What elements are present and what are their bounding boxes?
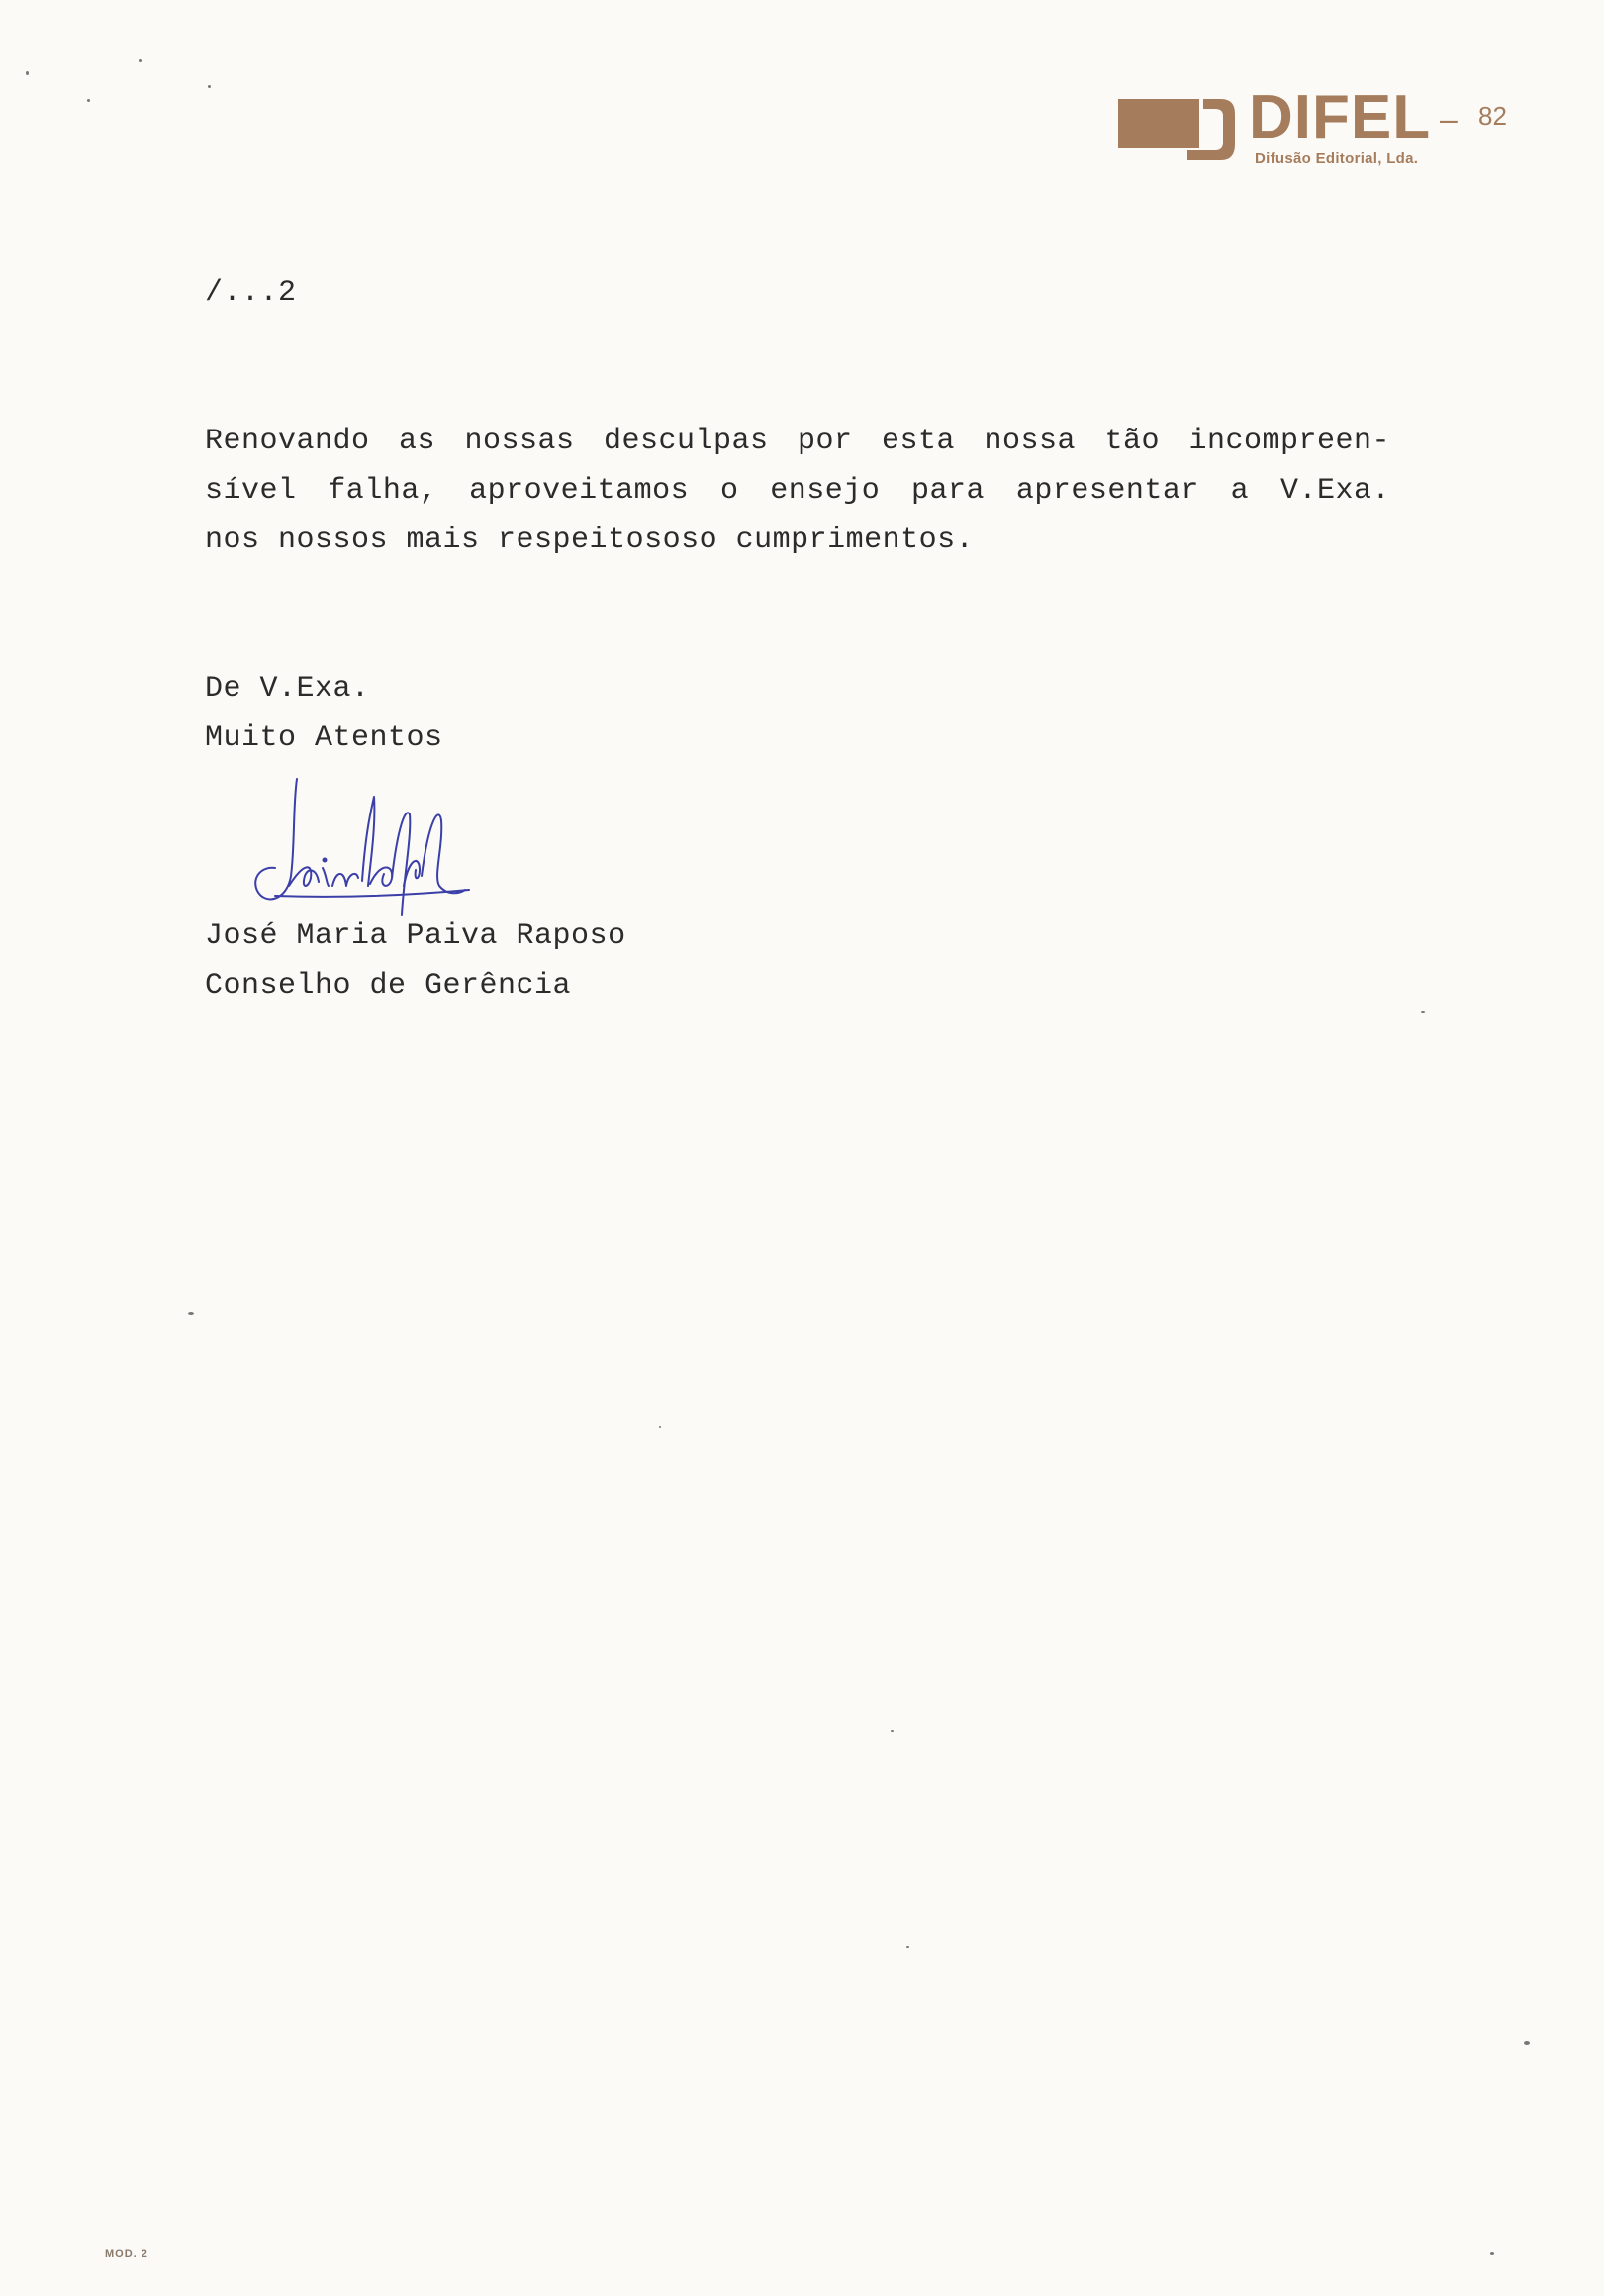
paper-speck <box>891 1730 894 1732</box>
brand-year: 82 <box>1478 101 1507 131</box>
paper-speck <box>188 1312 194 1315</box>
signer-role: Conselho de Gerência <box>205 969 572 1003</box>
paper-speck <box>1421 1011 1425 1013</box>
brand-name: DIFEL <box>1249 83 1432 151</box>
paper-speck <box>1524 2041 1530 2045</box>
paragraph-line-3: nos nossos mais respeitososo cumprimentos. <box>205 524 975 557</box>
signer-name: José Maria Paiva Raposo <box>205 919 626 953</box>
paragraph-line-2: sível falha, aproveitamos o ensejo para apresentar a V.Exa. <box>205 474 1390 508</box>
handwritten-signature <box>236 767 473 935</box>
paragraph-line-1: Renovando as nossas desculpas por esta nossa tão incompreen- <box>205 425 1390 458</box>
paper-speck <box>87 99 90 102</box>
form-code: MOD. 2 <box>105 2248 148 2260</box>
paper-speck <box>906 1946 909 1948</box>
paper-speck <box>208 85 211 88</box>
letterhead <box>1118 83 1554 178</box>
closing-salutation: De V.Exa. <box>205 672 370 706</box>
brand-subtitle: Difusão Editorial, Lda. <box>1255 150 1419 167</box>
paper-speck <box>1490 2252 1494 2255</box>
paper-speck <box>26 71 29 75</box>
difel-logo-icon <box>1118 89 1237 168</box>
page-reference: /...2 <box>205 276 297 310</box>
paper-speck <box>139 59 142 62</box>
brand-dash: – <box>1440 101 1458 137</box>
closing-regards: Muito Atentos <box>205 721 443 755</box>
paper-speck <box>659 1426 661 1428</box>
